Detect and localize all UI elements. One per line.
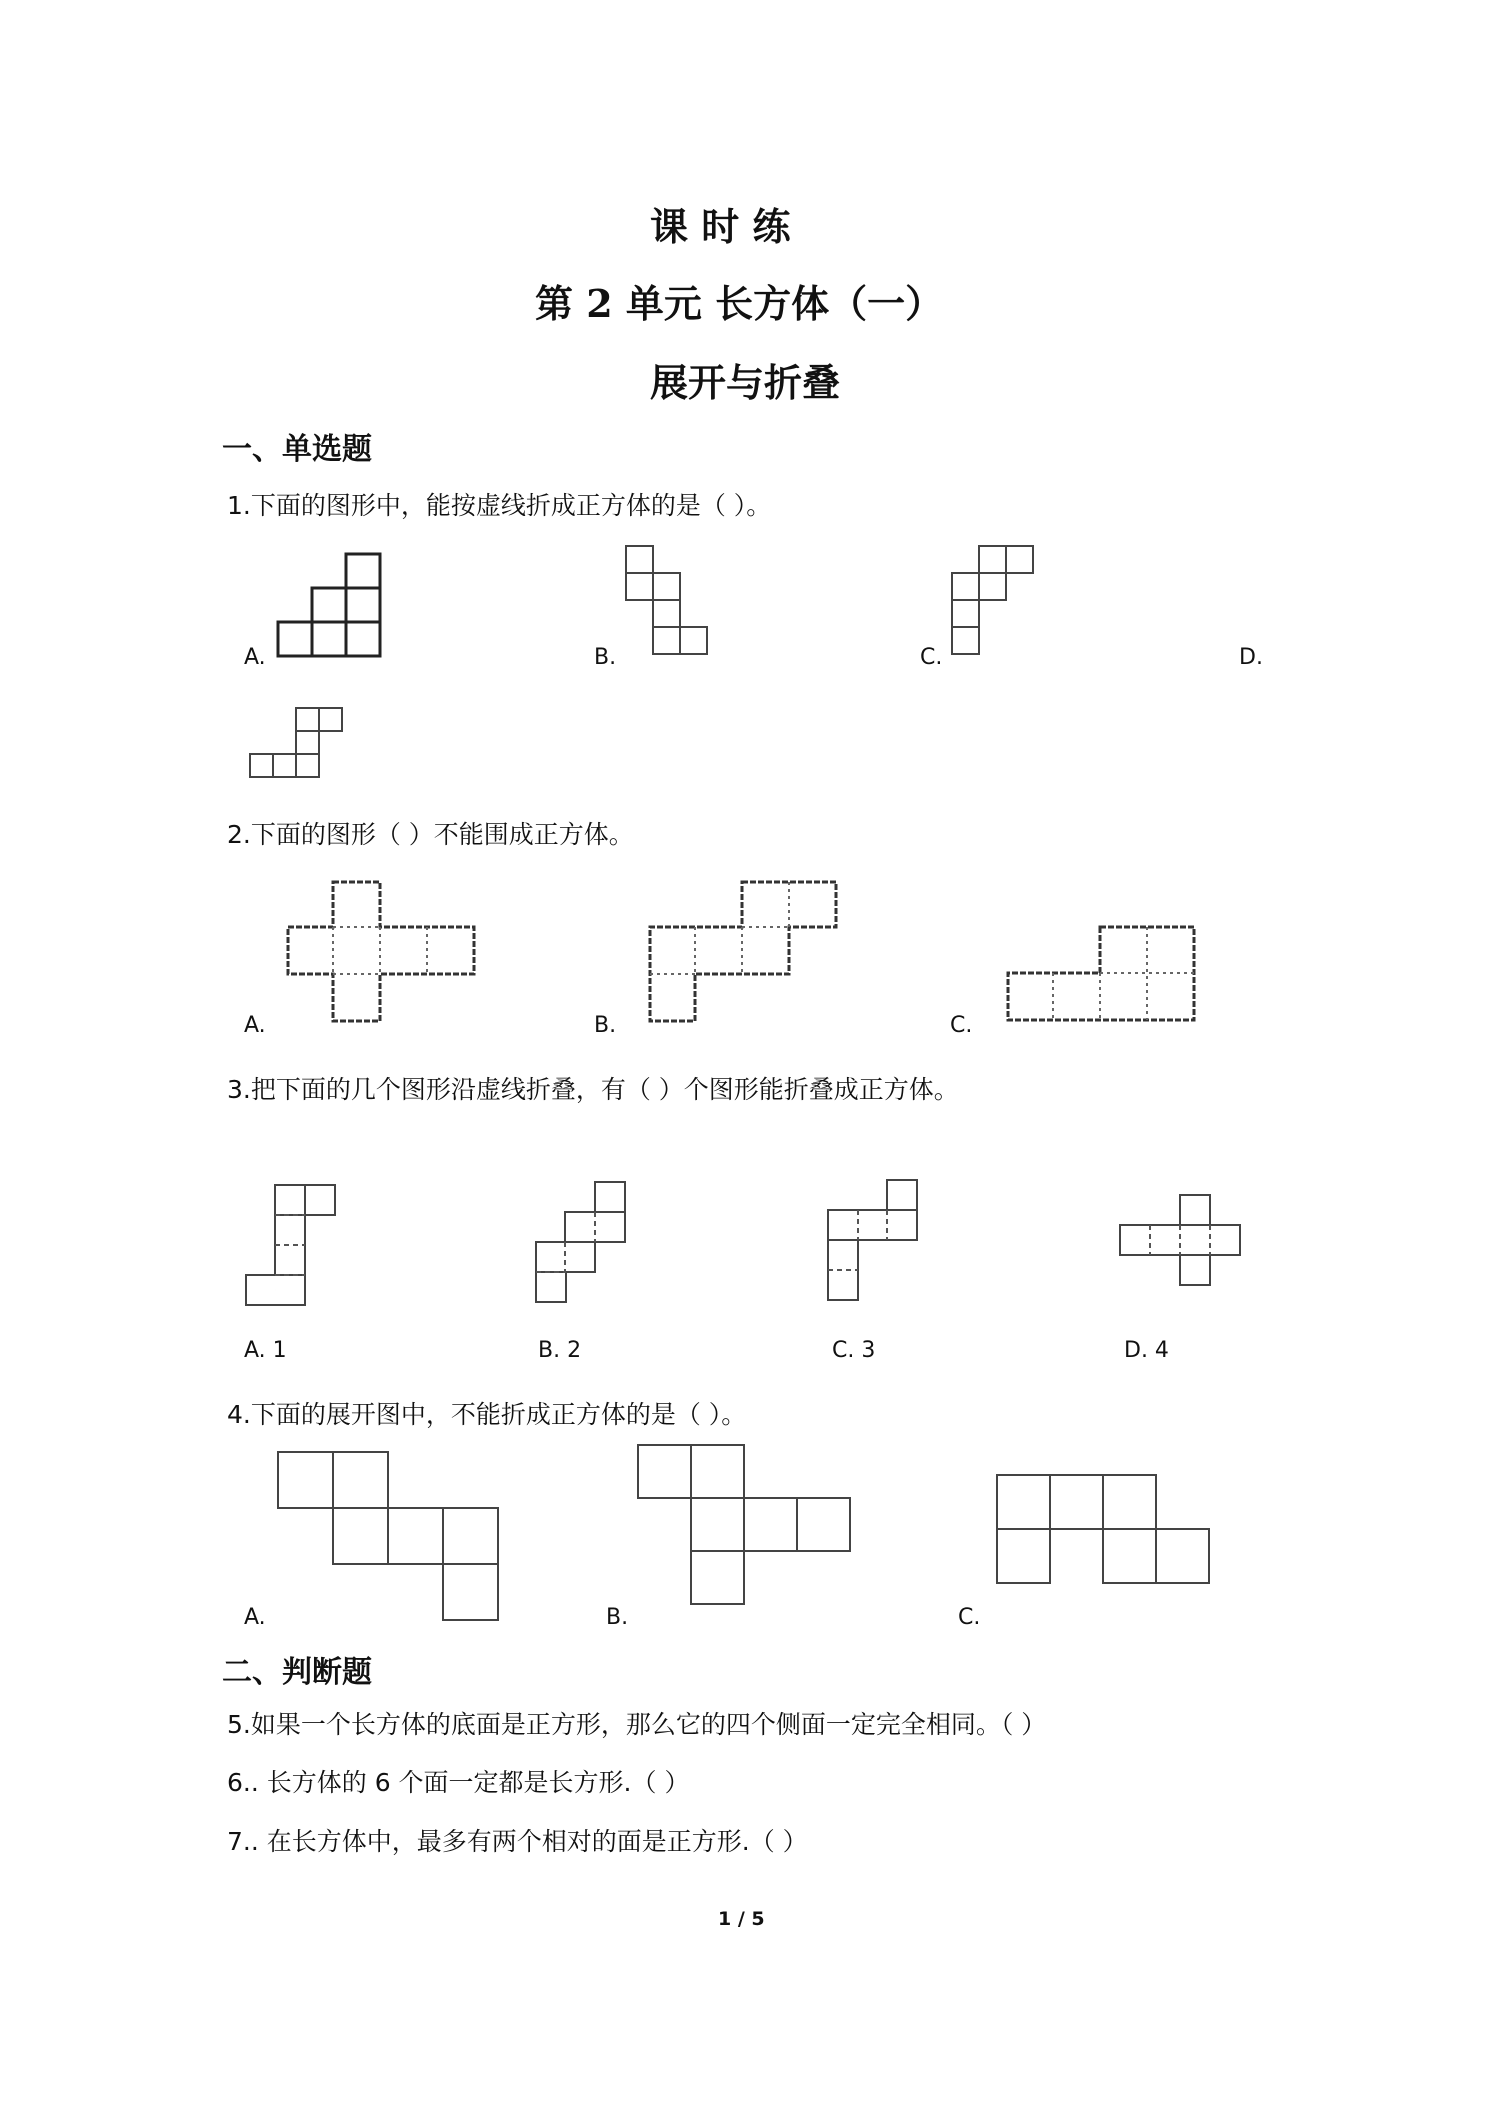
unit-title: 第 2 单元 长方体（一） — [535, 281, 944, 326]
q4-net-b — [636, 1443, 856, 1613]
q3-net-c — [826, 1178, 921, 1303]
q2-option-b[interactable]: B. — [594, 1013, 617, 1038]
q1-net-d — [248, 706, 348, 778]
q4-option-a[interactable]: A. — [244, 1605, 266, 1630]
q2-option-c[interactable]: C. — [950, 1013, 973, 1038]
q3-net-a — [244, 1183, 339, 1308]
question-7: 7.. 在长方体中，最多有两个相对的面是正方形.（ ） — [227, 1827, 808, 1856]
q2-net-b — [648, 880, 843, 1028]
q2-net-c — [1006, 925, 1201, 1025]
page-title: 课 时 练 — [650, 204, 791, 249]
page-number: 1 / 5 — [718, 1908, 765, 1930]
question-5: 5.如果一个长方体的底面是正方形，那么它的四个侧面一定完全相同。（ ） — [227, 1710, 1047, 1739]
section-heading-single-choice: 一、单选题 — [222, 432, 372, 467]
question-4: 4.下面的展开图中，不能折成正方体的是（ ）。 — [227, 1400, 747, 1429]
q3-option-d[interactable]: D. 4 — [1124, 1338, 1169, 1363]
question-3: 3.把下面的几个图形沿虚线折叠，有（ ）个图形能折叠成正方体。 — [227, 1075, 959, 1104]
q2-net-a — [286, 880, 481, 1028]
q1-net-b — [624, 544, 714, 659]
q1-option-a[interactable]: A. — [244, 645, 266, 670]
lesson-title: 展开与折叠 — [650, 360, 841, 405]
q1-option-d[interactable]: D. — [1239, 645, 1263, 670]
q3-option-b[interactable]: B. 2 — [538, 1338, 582, 1363]
q1-option-c[interactable]: C. — [920, 645, 943, 670]
q1-option-b[interactable]: B. — [594, 645, 617, 670]
question-6: 6.. 长方体的 6 个面一定都是长方形.（ ） — [227, 1768, 690, 1797]
q1-net-a — [276, 552, 386, 662]
q3-net-b — [534, 1180, 629, 1305]
q3-option-c[interactable]: C. 3 — [832, 1338, 876, 1363]
q4-option-c[interactable]: C. — [958, 1605, 981, 1630]
q4-option-b[interactable]: B. — [606, 1605, 629, 1630]
q4-net-a — [276, 1450, 501, 1625]
question-1: 1.下面的图形中，能按虚线折成正方体的是（ ）。 — [227, 491, 772, 520]
question-2: 2.下面的图形（ ）不能围成正方体。 — [227, 820, 634, 849]
q3-net-d — [1118, 1193, 1243, 1288]
section-heading-true-false: 二、判断题 — [222, 1655, 372, 1690]
q1-net-c — [950, 544, 1040, 659]
q4-net-c — [995, 1473, 1220, 1591]
q2-option-a[interactable]: A. — [244, 1013, 266, 1038]
q3-option-a[interactable]: A. 1 — [244, 1338, 287, 1363]
